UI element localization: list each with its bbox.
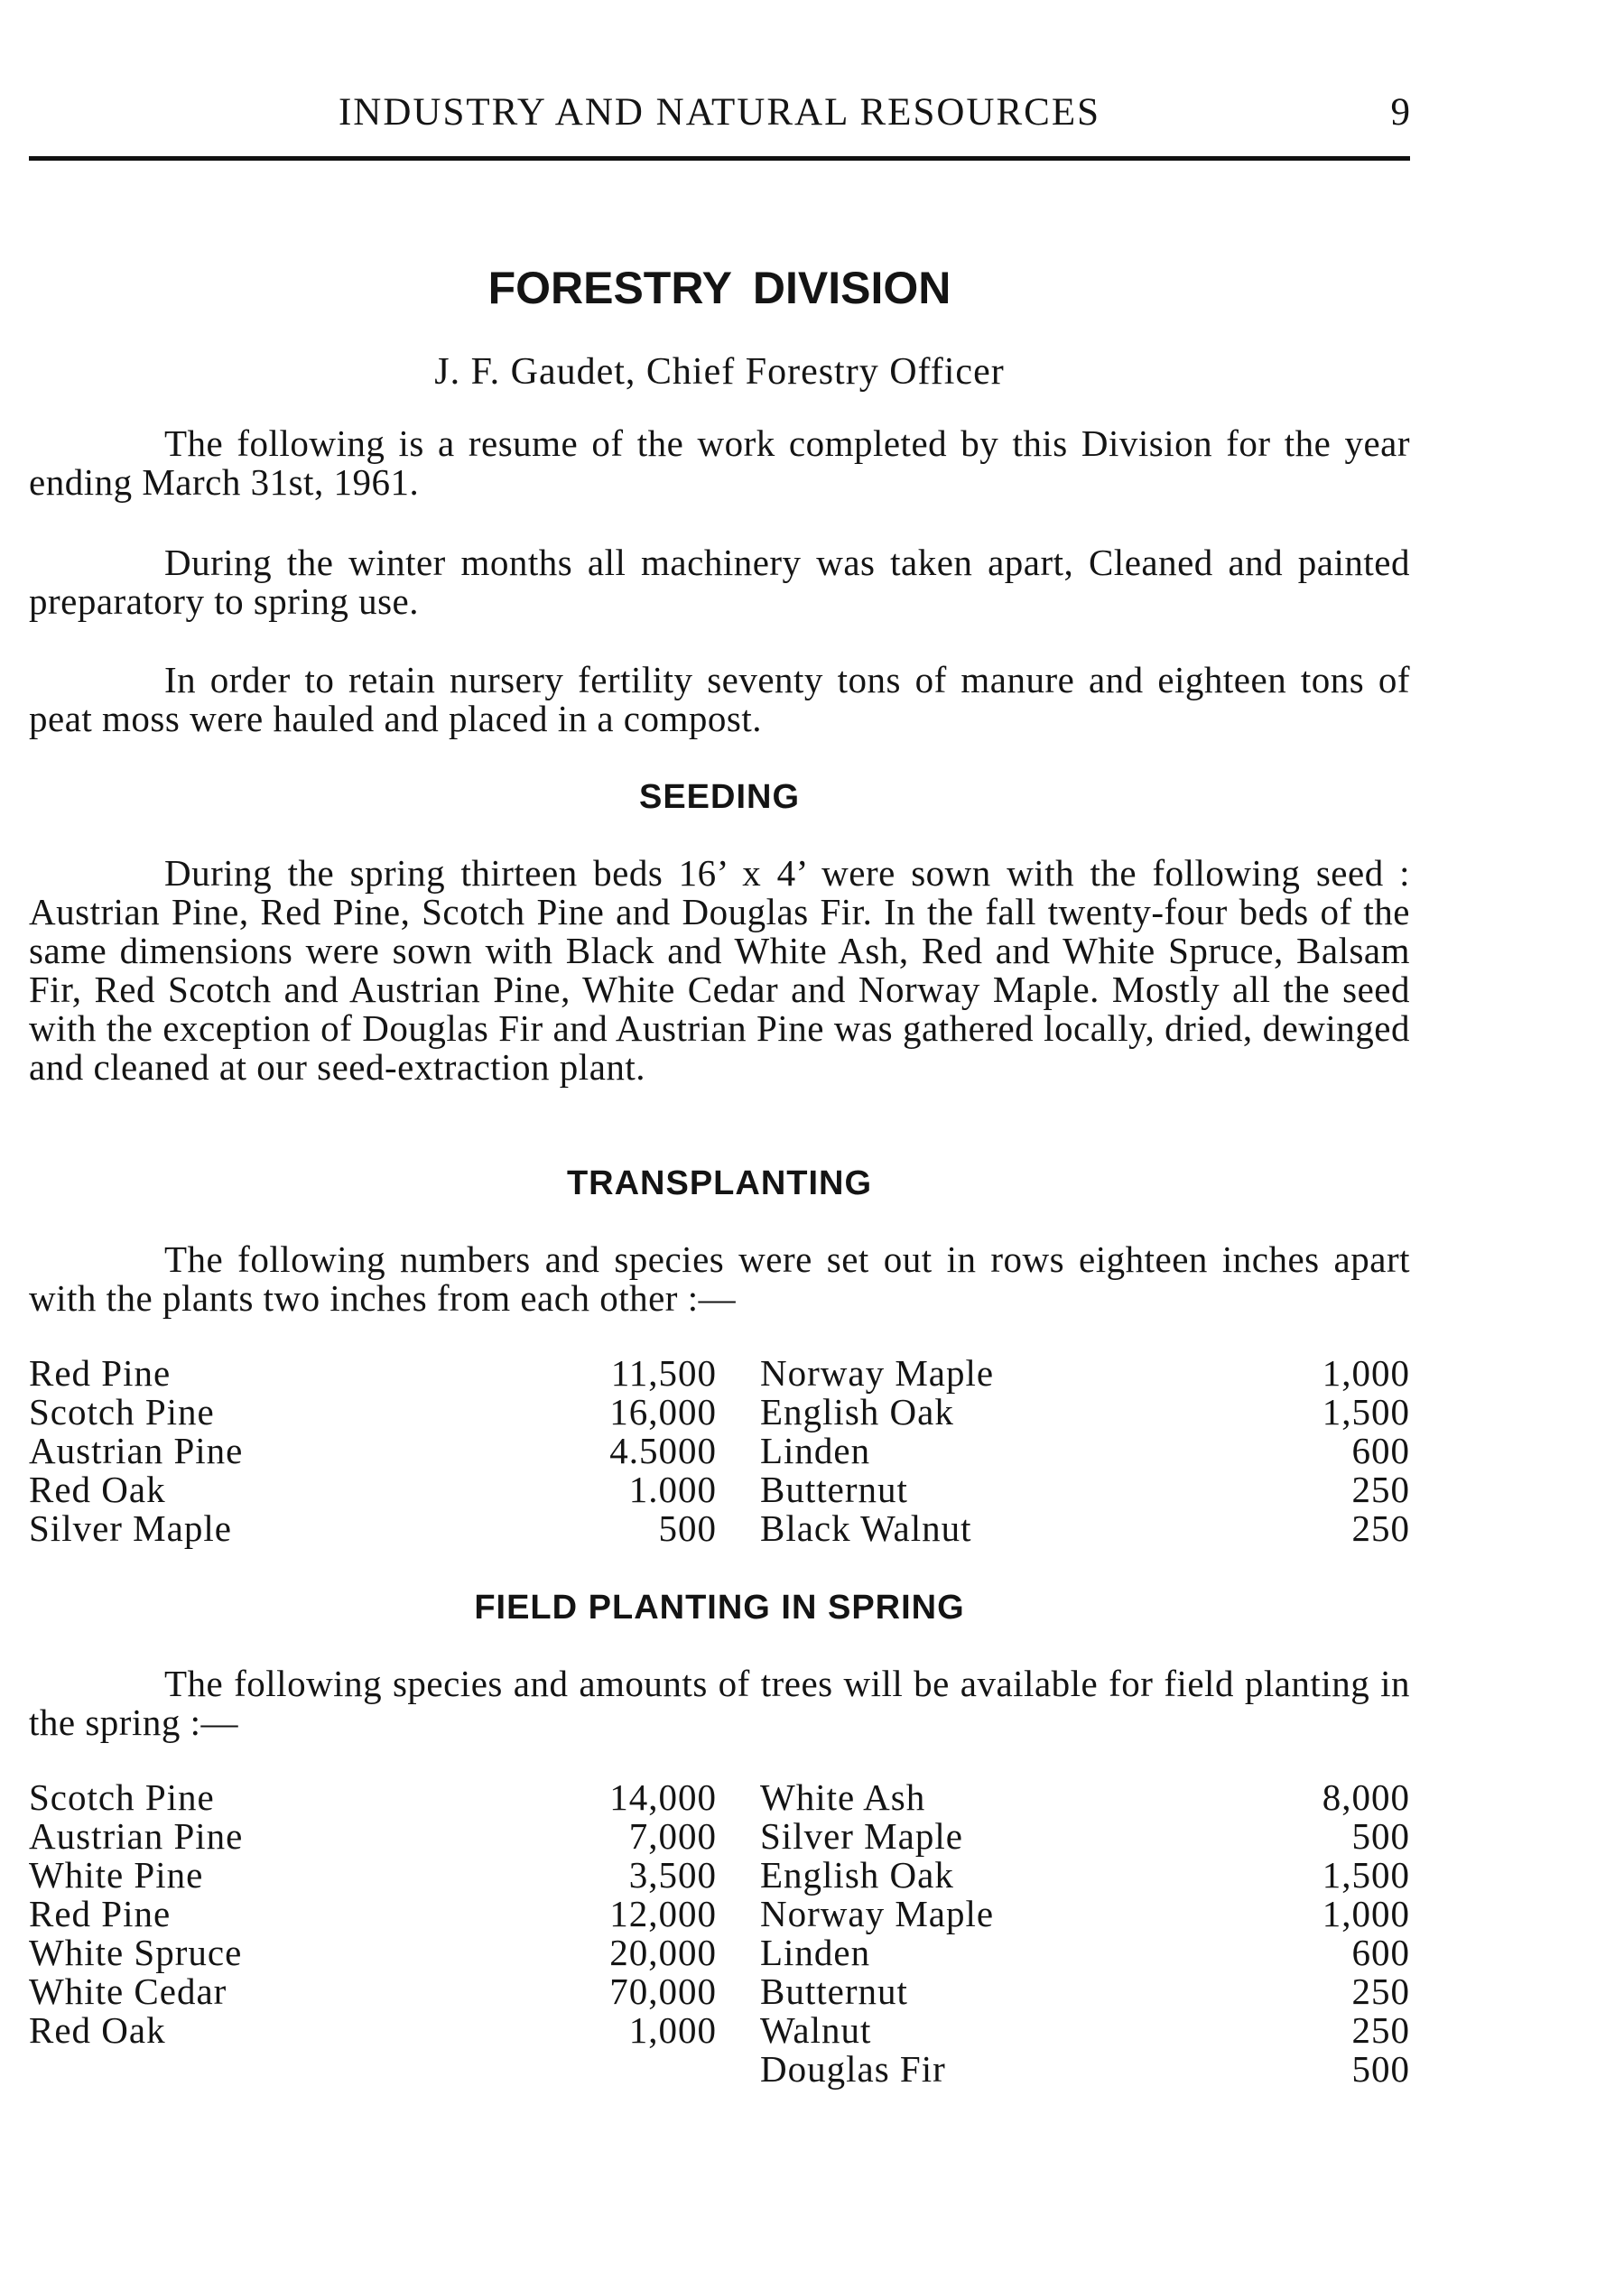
field-planting-paragraph: The following species and amounts of trees will be available for field planting in the spring :— (29, 1663, 1410, 1743)
species-cell: Walnut (760, 2009, 872, 2051)
table-row (29, 1933, 1410, 1972)
table-row (29, 1972, 1410, 2011)
species-cell: Silver Maple (760, 1815, 963, 1857)
transplanting-table (29, 1354, 1410, 1548)
species-cell: Scotch Pine (29, 1391, 215, 1433)
species-cell: Linden (760, 1430, 871, 1471)
species-cell: Black Walnut (760, 1507, 972, 1549)
species-cell: Butternut (760, 1469, 908, 1510)
amount-cell: 1,000 (1322, 1893, 1410, 1934)
species-cell: Austrian Pine (29, 1430, 244, 1471)
running-header (29, 90, 1410, 144)
species-cell: Austrian Pine (29, 1815, 244, 1857)
amount-cell: 70,000 (609, 1970, 717, 2012)
table-row (29, 1432, 1410, 1470)
page-title: FORESTRY DIVISION (487, 263, 951, 313)
table-row (29, 1817, 1410, 1856)
header-rule (29, 156, 1410, 161)
amount-cell: 600 (1351, 1932, 1410, 1973)
amount-cell: 1,500 (1322, 1854, 1410, 1896)
species-cell: Norway Maple (760, 1352, 995, 1394)
seeding-heading: SEEDING (638, 778, 801, 816)
species-cell: White Cedar (29, 1970, 227, 2012)
intro-paragraph: In order to retain nursery fertility seventy tons of manure and eighteen tons of peat moss were hauled and placed in a compost. (29, 659, 1410, 739)
intro-paragraph: During the winter months all machinery was taken apart, Cleaned and painted preparatory to spring use. (29, 542, 1410, 622)
field-planting-heading: FIELD PLANTING IN SPRING (474, 1589, 965, 1627)
species-cell: Red Oak (29, 2009, 166, 2051)
species-cell: Red Oak (29, 1469, 166, 1510)
amount-cell: 20,000 (609, 1932, 717, 1973)
amount-cell: 1,500 (1322, 1391, 1410, 1433)
table-row (29, 1393, 1410, 1432)
amount-cell: 500 (1351, 1815, 1410, 1857)
table-row (29, 1509, 1410, 1548)
amount-cell: 11,500 (610, 1352, 717, 1394)
species-cell: White Pine (29, 1854, 204, 1896)
table-row (29, 1856, 1410, 1895)
amount-cell: 14,000 (609, 1776, 717, 1818)
amount-cell: 600 (1351, 1430, 1410, 1471)
species-cell: English Oak (760, 1391, 954, 1433)
species-cell: Red Pine (29, 1352, 172, 1394)
table-row (29, 1778, 1410, 1817)
species-cell: Douglas Fir (760, 2048, 946, 2090)
amount-cell: 1.000 (628, 1469, 717, 1510)
amount-cell: 8,000 (1322, 1776, 1410, 1818)
amount-cell: 1,000 (628, 2009, 717, 2051)
amount-cell: 250 (1351, 1469, 1410, 1510)
table-row (29, 1354, 1410, 1393)
amount-cell: 250 (1351, 2009, 1410, 2051)
species-cell: White Ash (760, 1776, 926, 1818)
amount-cell: 3,500 (628, 1854, 717, 1896)
amount-cell: 4.5000 (609, 1430, 717, 1471)
amount-cell: 500 (658, 1507, 717, 1549)
byline: J. F. Gaudet, Chief Forestry Officer (434, 351, 1005, 393)
amount-cell: 16,000 (609, 1391, 717, 1433)
amount-cell: 1,000 (1322, 1352, 1410, 1394)
transplanting-paragraph: The following numbers and species were set out in rows eighteen inches apart with the plants two inches from each other :— (29, 1238, 1410, 1319)
species-cell: Silver Maple (29, 1507, 232, 1549)
amount-cell (480, 2050, 717, 2089)
amount-cell: 250 (1351, 1507, 1410, 1549)
species-cell (29, 2050, 480, 2089)
species-cell: Linden (760, 1932, 871, 1973)
amount-cell: 12,000 (609, 1893, 717, 1934)
species-cell: Red Pine (29, 1893, 172, 1934)
species-cell: White Spruce (29, 1932, 243, 1973)
table-row (29, 1470, 1410, 1509)
running-title: INDUSTRY AND NATURAL RESOURCES (338, 91, 1101, 134)
amount-cell: 7,000 (628, 1815, 717, 1857)
seeding-paragraph: During the spring thirteen beds 16’ x 4’ were sown with the following seed : Austrian Pine, Red Pine, Scotch Pine and Douglas Fir. In the fall twenty-four beds of the same dimensions were sown with Black and White Ash, Red and White Spruce, Balsam Fir, Red Scotch and Austrian Pine, White Cedar and Norway Maple. Mostly all the seed with the exception of Douglas Fir and Austrian Pine was gathered locally, dried, dewinged and cleaned at our seed-extraction plant. (29, 852, 1410, 1088)
amount-cell: 250 (1351, 1970, 1410, 2012)
species-cell: Norway Maple (760, 1893, 995, 1934)
species-cell: English Oak (760, 1854, 954, 1896)
table-row (29, 1895, 1410, 1933)
field-planting-table (29, 1778, 1410, 2089)
transplanting-heading: TRANSPLANTING (566, 1164, 873, 1202)
amount-cell: 500 (1351, 2048, 1410, 2090)
table-row (29, 2050, 1410, 2089)
table-row (29, 2011, 1410, 2050)
intro-paragraph: The following is a resume of the work completed by this Division for the year ending March 31st, 1961. (29, 422, 1410, 503)
page-number: 9 (1390, 91, 1410, 134)
species-cell: Butternut (760, 1970, 908, 2012)
species-cell: Scotch Pine (29, 1776, 215, 1818)
